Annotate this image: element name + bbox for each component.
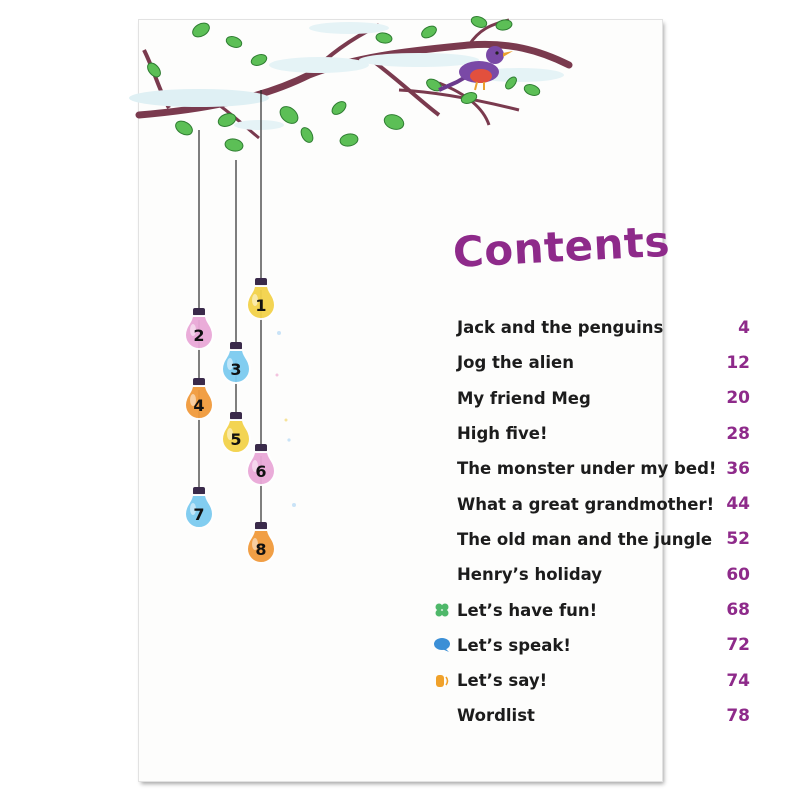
speech-bubble-icon xyxy=(431,634,453,656)
entry-page-number: 72 xyxy=(726,635,750,656)
entry-page-number: 28 xyxy=(726,423,750,444)
entry-title: High five! xyxy=(457,424,548,444)
entry-icon-slot xyxy=(431,705,453,727)
entry-icon-slot xyxy=(431,387,453,409)
hand-sound-icon xyxy=(431,670,453,692)
light-bulb-7 xyxy=(185,487,213,528)
contents-entry xyxy=(431,698,753,733)
contents-entry xyxy=(431,522,753,557)
bulb-number: 3 xyxy=(230,360,242,379)
entry-title: The monster under my bed! xyxy=(457,459,717,479)
light-bulb-3 xyxy=(222,342,250,383)
book-page xyxy=(139,20,750,781)
contents-entry xyxy=(431,416,753,451)
bulb-number: 8 xyxy=(255,540,267,559)
bulb-number: 2 xyxy=(193,326,205,345)
contents-entry xyxy=(431,592,753,627)
entry-title: Jog the alien xyxy=(457,353,574,373)
contents-entry xyxy=(431,451,753,486)
entry-title: My friend Meg xyxy=(457,388,591,408)
light-bulb-4 xyxy=(185,378,213,419)
bulb-number: 1 xyxy=(255,296,267,315)
entry-page-number: 60 xyxy=(726,564,750,585)
entry-page-number: 44 xyxy=(726,494,750,515)
contents-entry xyxy=(431,381,753,416)
tree-branch xyxy=(129,20,569,138)
entry-title: What a great grandmother! xyxy=(457,494,715,514)
entry-page-number: 78 xyxy=(726,705,750,726)
entry-title: The old man and the jungle xyxy=(457,529,713,549)
sparkles xyxy=(276,331,297,507)
entry-title: Henry’s holiday xyxy=(457,565,603,585)
contents-list xyxy=(431,310,753,734)
entry-page-number: 68 xyxy=(726,600,750,621)
entry-page-number: 20 xyxy=(726,388,750,409)
entry-title: Let’s speak! xyxy=(457,635,571,655)
contents-entry xyxy=(431,310,753,345)
entry-icon-slot xyxy=(431,352,453,374)
light-bulb-8 xyxy=(247,522,275,563)
page-title: Contents xyxy=(451,216,672,277)
entry-title: Let’s have fun! xyxy=(457,600,598,620)
light-bulb-6 xyxy=(247,444,275,485)
entry-icon-slot xyxy=(431,493,453,515)
entry-page-number: 12 xyxy=(726,352,750,373)
contents-entry xyxy=(431,345,753,380)
light-bulb-2 xyxy=(185,308,213,349)
entry-title: Jack and the penguins xyxy=(457,318,664,338)
clover-icon xyxy=(431,599,453,621)
contents-entry xyxy=(431,486,753,521)
entry-icon-slot xyxy=(431,423,453,445)
bulb-number: 4 xyxy=(193,396,205,415)
contents-entry xyxy=(431,557,753,592)
bird xyxy=(439,46,513,90)
entry-icon-slot xyxy=(431,528,453,550)
entry-page-number: 74 xyxy=(726,670,750,691)
entry-page-number: 36 xyxy=(726,458,750,479)
entry-title: Wordlist xyxy=(457,706,535,726)
contents-entry xyxy=(431,663,753,698)
bulb-number: 5 xyxy=(230,430,242,449)
contents-entry xyxy=(431,628,753,663)
bulb-number: 6 xyxy=(255,462,267,481)
entry-icon-slot xyxy=(431,458,453,480)
entry-page-number: 52 xyxy=(726,529,750,550)
entry-page-number: 4 xyxy=(738,317,750,338)
entry-icon-slot xyxy=(431,317,453,339)
light-bulb-5 xyxy=(222,412,250,453)
bulb-number: 7 xyxy=(193,505,205,524)
entry-title: Let’s say! xyxy=(457,671,548,691)
leaves xyxy=(145,15,541,153)
light-bulb-1 xyxy=(247,278,275,319)
entry-icon-slot xyxy=(431,564,453,586)
